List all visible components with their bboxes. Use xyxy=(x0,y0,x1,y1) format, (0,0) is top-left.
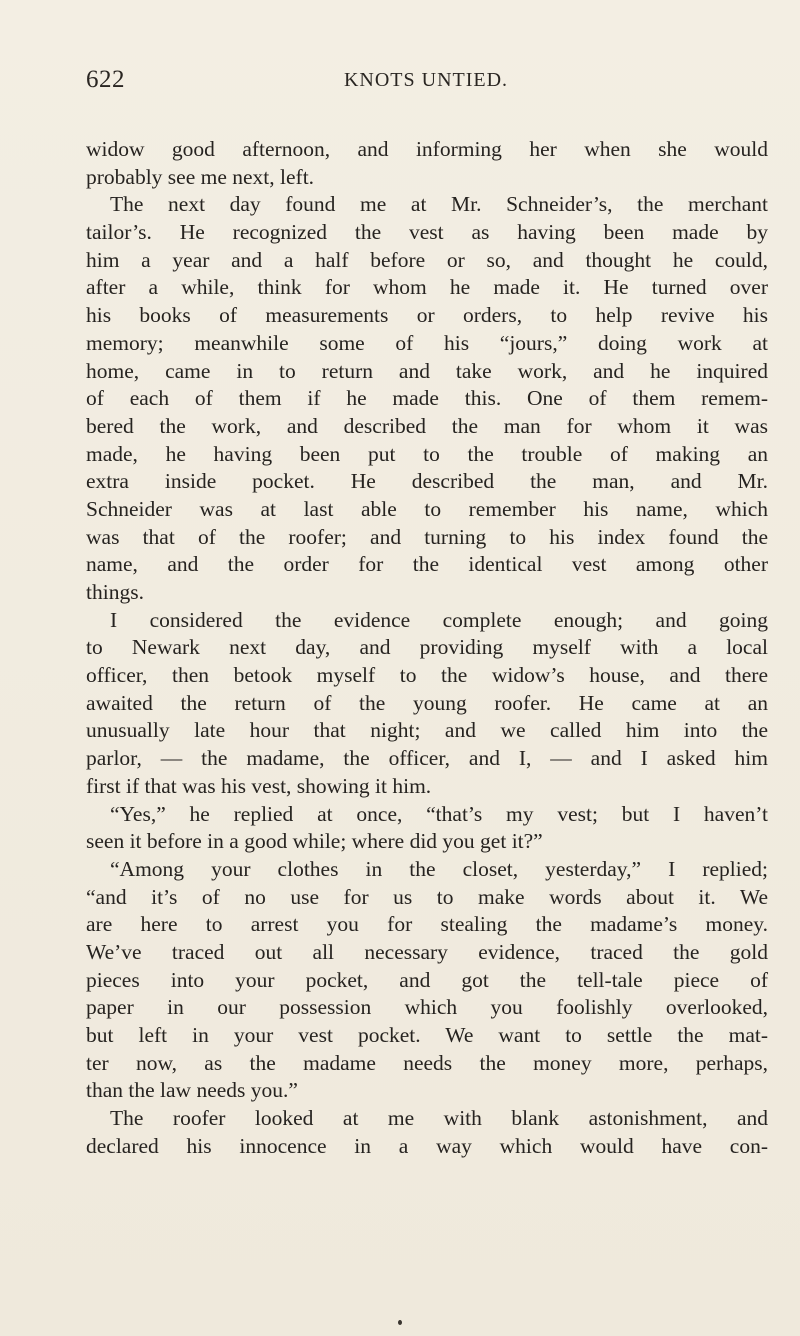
ink-speck xyxy=(398,1320,402,1325)
text-line: are here to arrest you for stealing the madame’s money. xyxy=(86,912,768,937)
running-title: KNOTS UNTIED. xyxy=(343,69,509,91)
text-line: after a while, think for whom he made it. He turned over xyxy=(86,275,768,300)
text-line: awaited the return of the young roofer. He came at an xyxy=(86,690,768,715)
text-line: extra inside pocket. He described the man, and Mr. xyxy=(86,469,768,494)
text-line: probably see me next, left. xyxy=(86,164,315,189)
text-line: widow good afternoon, and informing her when she would xyxy=(86,137,768,161)
text-line: things. xyxy=(86,580,144,604)
text-line: of each of them if he made this. One of them remem- xyxy=(86,386,768,411)
text-line: bered the work, and described the man for whom it was xyxy=(86,413,768,438)
text-line: but left in your vest pocket. We want to settle the mat- xyxy=(86,1023,768,1047)
text-line: “Among your clothes in the closet, yesterday,” I replied; xyxy=(110,856,768,881)
page-number: 622 xyxy=(86,66,125,93)
text-line: first if that was his vest, showing it him. xyxy=(86,773,432,798)
text-line: ter now, as the madame needs the money more, perhaps, xyxy=(86,1050,768,1075)
text-line: unusually late hour that night; and we called him into the xyxy=(86,718,768,743)
text-line: The next day found me at Mr. Schneider’s, the merchant xyxy=(110,192,768,217)
text-line: memory; meanwhile some of his “jours,” doing work at xyxy=(86,330,768,355)
text-line: “and it’s of no use for us to make words about it. We xyxy=(86,884,768,909)
running-head xyxy=(86,66,766,106)
text-line: name, and the order for the identical vest among other xyxy=(86,552,768,577)
text-line: than the law needs you.” xyxy=(86,1078,298,1103)
text-line: The roofer looked at me with blank astonishment, and xyxy=(110,1106,768,1131)
text-line: made, he having been put to the trouble of making an xyxy=(86,441,768,466)
text-line: him a year and a half before or so, and thought he could, xyxy=(86,247,768,272)
text-line: I considered the evidence complete enough; and going xyxy=(110,607,768,632)
text-line: seen it before in a good while; where did you get it?” xyxy=(86,829,543,854)
text-line: pieces into your pocket, and got the tell-tale piece of xyxy=(86,967,768,992)
text-line: paper in our possession which you foolishly overlooked, xyxy=(86,995,768,1020)
body-text xyxy=(86,136,768,1160)
text-line: to Newark next day, and providing myself with a local xyxy=(86,635,768,660)
text-line: was that of the roofer; and turning to his index found the xyxy=(86,524,768,549)
text-line: “Yes,” he replied at once, “that’s my vest; but I haven’t xyxy=(110,801,768,826)
text-line: We’ve traced out all necessary evidence, traced the gold xyxy=(86,939,768,964)
text-line: home, came in to return and take work, and he inquired xyxy=(86,358,768,383)
text-line: his books of measurements or orders, to help revive his xyxy=(86,303,768,328)
text-line: tailor’s. He recognized the vest as having been made by xyxy=(86,220,768,245)
text-line: officer, then betook myself to the widow’s house, and there xyxy=(86,663,768,688)
text-line: Schneider was at last able to remember his name, which xyxy=(86,496,768,521)
text-line: declared his innocence in a way which would have con- xyxy=(86,1133,768,1158)
text-line: parlor, — the madame, the officer, and I, — and I asked him xyxy=(86,746,768,771)
